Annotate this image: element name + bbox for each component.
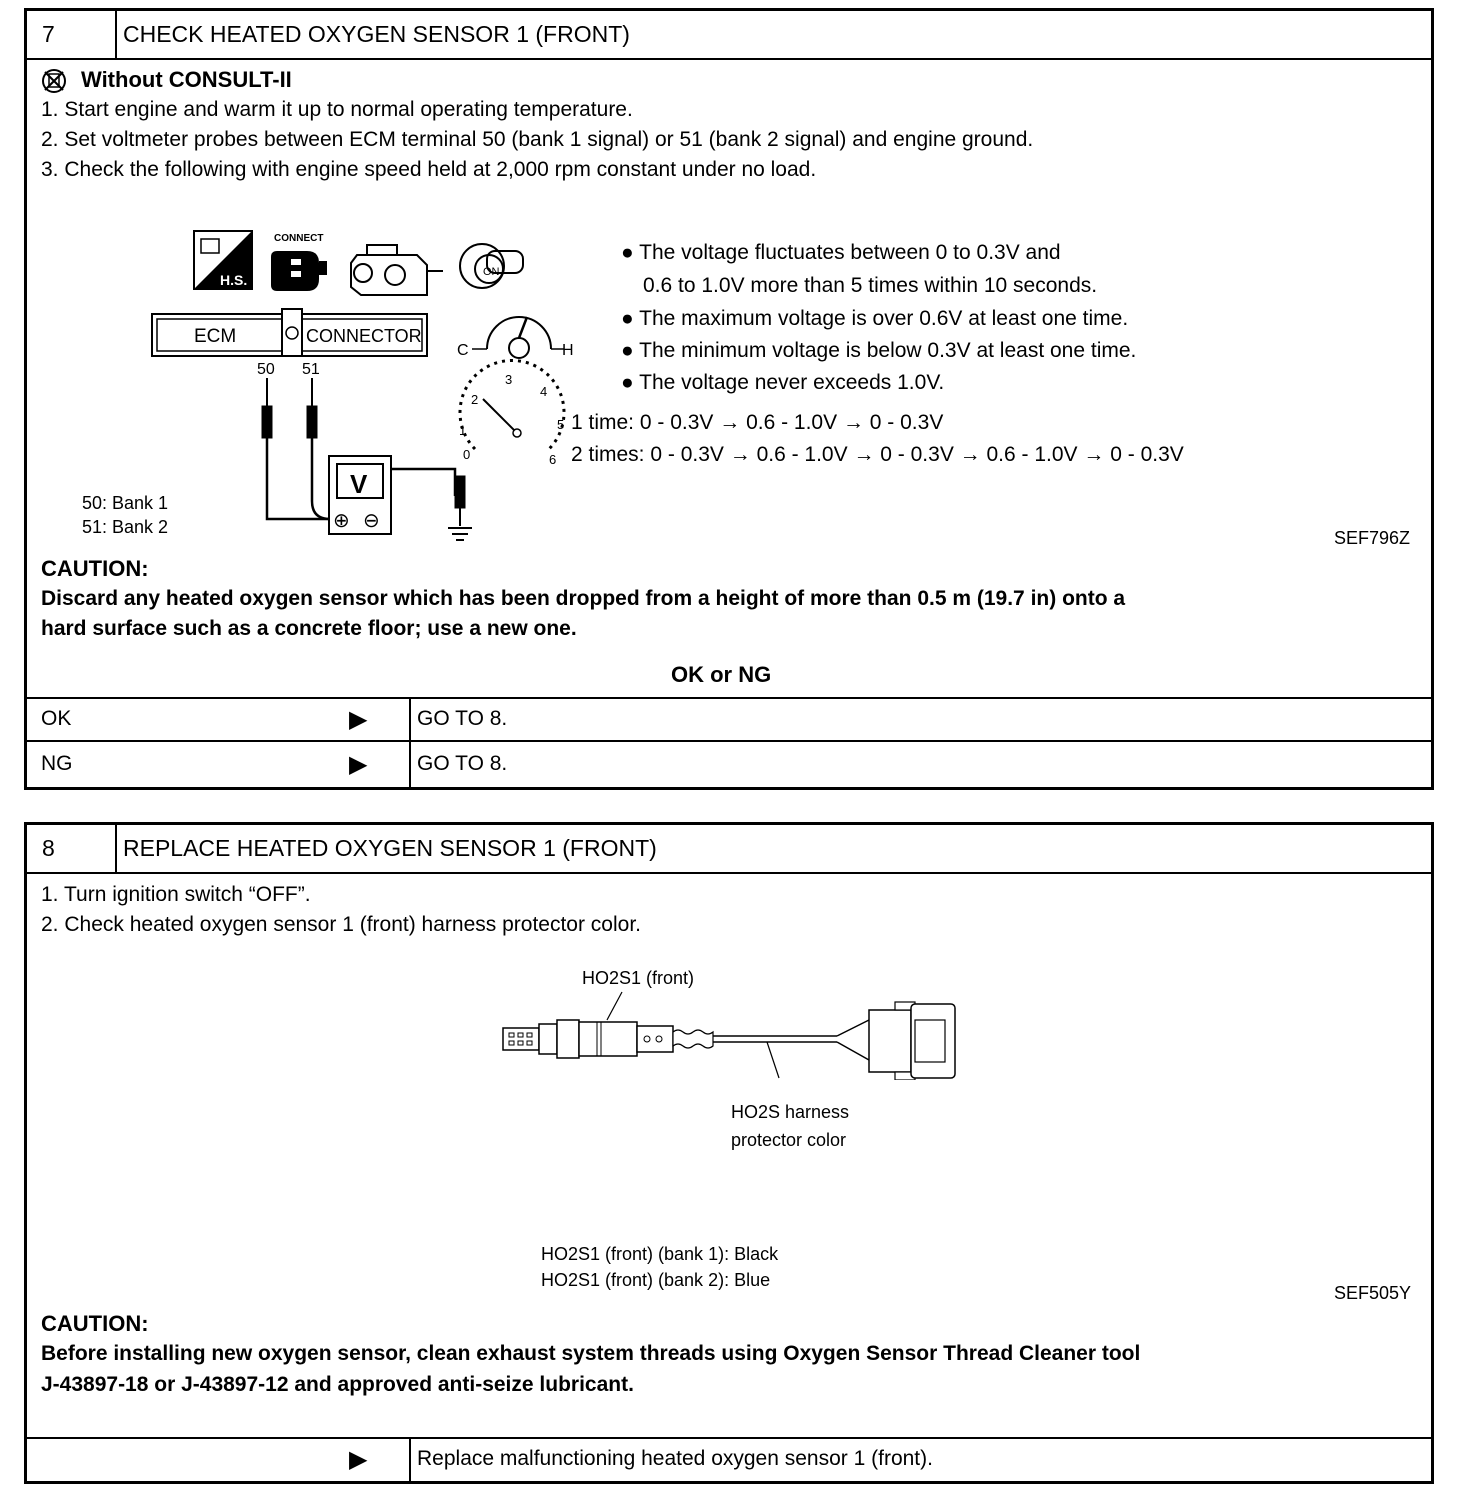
figure-code: SEF505Y: [1334, 1283, 1412, 1303]
on-label: ON: [483, 266, 500, 278]
plus-terminal: ⊕: [333, 510, 350, 532]
connect-label: CONNECT: [274, 233, 324, 244]
terminal-51-label: 51: [302, 361, 320, 378]
minus-terminal: ⊖: [363, 510, 380, 532]
step-title: CHECK HEATED OXYGEN SENSOR 1 (FRONT): [123, 21, 630, 47]
spec-bullet: ● The voltage fluctuates between 0 to 0.3V and: [621, 241, 1061, 264]
oxygen-sensor-diagram: [497, 990, 967, 1080]
row-divider: [27, 1437, 1431, 1439]
ecm-connector: [152, 309, 427, 356]
spec-bullet-continued: 0.6 to 1.0V more than 5 times within 10 seconds.: [643, 274, 1098, 297]
harness-label: protector color: [731, 1130, 847, 1150]
tach-tick-label: 0: [463, 447, 471, 462]
figure-code: SEF796Z: [1334, 528, 1411, 548]
tach-tick-label: 3: [505, 372, 513, 387]
instruction-step: 1. Turn ignition switch “OFF”.: [41, 883, 311, 906]
engine-icon: [351, 245, 443, 295]
caution-text: hard surface such as a concrete floor; use a new one.: [41, 617, 577, 640]
connector-label: CONNECTOR: [306, 326, 422, 346]
connect-icon: [271, 233, 327, 291]
ecm-label: ECM: [194, 326, 237, 347]
spec-bullet: ● The maximum voltage is over 0.6V at least one time.: [621, 307, 1129, 330]
caution-title: CAUTION:: [41, 1311, 149, 1336]
bank-2-color: HO2S1 (front) (bank 2): Blue: [541, 1270, 771, 1290]
voltmeter: [329, 456, 391, 534]
result-ng-action[interactable]: GO TO 8.: [417, 752, 508, 775]
caution-text: Discard any heated oxygen sensor which has been dropped from a height of more than 0.5 m (19.7 in) onto a: [41, 587, 1126, 610]
temperature-gauge-icon: [457, 317, 574, 359]
sensor-label: HO2S1 (front): [582, 968, 695, 988]
tach-tick-label: 6: [549, 452, 557, 467]
voltmeter-label: V: [350, 469, 368, 499]
caution-title: CAUTION:: [41, 556, 149, 581]
step-7-header: [27, 11, 1431, 60]
spec-text: The minimum voltage is below 0.3V at least one time.: [639, 339, 1137, 362]
caution-text: Before installing new oxygen sensor, clean exhaust system threads using Oxygen Sensor Thread Cleaner tool: [41, 1342, 1141, 1365]
arrow-icon: ▶: [349, 1446, 368, 1473]
step-number: 8: [27, 825, 117, 872]
harness-label: HO2S harness: [731, 1102, 850, 1122]
instruction-step: 2. Check heated oxygen sensor 1 (front) harness protector color.: [41, 913, 641, 936]
spec-text: The voltage fluctuates between 0 to 0.3V and: [639, 241, 1061, 264]
instruction-step: 2. Set voltmeter probes between ECM terminal 50 (bank 1 signal) or 51 (bank 2 signal) and engine ground.: [41, 128, 1034, 151]
result-ok-label: OK: [41, 707, 72, 730]
mode-label: Without CONSULT-II: [81, 67, 292, 92]
bank-1-color: HO2S1 (front) (bank 1): Black: [541, 1244, 779, 1264]
spec-bullet: ● The minimum voltage is below 0.3V at least one time.: [621, 339, 1137, 362]
column-divider: [409, 1437, 411, 1484]
step-8-header: [27, 825, 1431, 874]
tach-tick-label: 2: [471, 392, 479, 407]
one-time-cycle: 1 time: 0 - 0.3V → 0.6 - 1.0V → 0 - 0.3V: [571, 411, 944, 434]
row-divider: [27, 697, 1431, 699]
hs-icon: [194, 231, 252, 289]
hs-label: H.S.: [220, 272, 248, 288]
tach-tick-label: 5: [557, 417, 565, 432]
gauge-cold-label: C: [457, 342, 469, 359]
bank-2-legend: 51: Bank 2: [82, 517, 169, 537]
instruction-step: 1. Start engine and warm it up to normal operating temperature.: [41, 98, 633, 121]
step-title: REPLACE HEATED OXYGEN SENSOR 1 (FRONT): [123, 835, 657, 861]
spec-text: The maximum voltage is over 0.6V at least one time.: [639, 307, 1129, 330]
result-header: OK or NG: [671, 662, 772, 687]
spec-bullet: ● The voltage never exceeds 1.0V.: [621, 371, 945, 394]
tachometer-icon: [459, 360, 564, 467]
instruction-step: 3. Check the following with engine speed held at 2,000 rpm constant under no load.: [41, 158, 817, 181]
terminal-50-label: 50: [257, 361, 275, 378]
row-divider: [27, 740, 1431, 742]
ignition-key-icon: [460, 244, 523, 288]
step-7-panel: [24, 8, 1434, 790]
result-action[interactable]: Replace malfunctioning heated oxygen sensor 1 (front).: [417, 1447, 933, 1470]
caution-text: J-43897-18 or J-43897-12 and approved anti-seize lubricant.: [41, 1373, 634, 1396]
two-times-cycle: 2 times: 0 - 0.3V → 0.6 - 1.0V → 0 - 0.3V → 0.6 - 1.0V → 0 - 0.3V: [571, 443, 1184, 466]
no-consult-icon: [40, 67, 68, 95]
tach-tick-label: 1: [459, 423, 467, 438]
voltmeter-wiring-diagram: [117, 221, 587, 551]
result-ok-action[interactable]: GO TO 8.: [417, 707, 508, 730]
result-ng-label: NG: [41, 752, 73, 775]
arrow-icon: ▶: [349, 706, 368, 733]
bank-1-legend: 50: Bank 1: [82, 493, 169, 513]
spec-text: The voltage never exceeds 1.0V.: [639, 371, 945, 394]
tach-tick-label: 4: [540, 384, 548, 399]
arrow-icon: ▶: [349, 751, 368, 778]
gauge-hot-label: H: [562, 342, 574, 359]
step-8-panel: [24, 822, 1434, 1484]
column-divider: [409, 697, 411, 787]
step-number: 7: [27, 11, 117, 58]
